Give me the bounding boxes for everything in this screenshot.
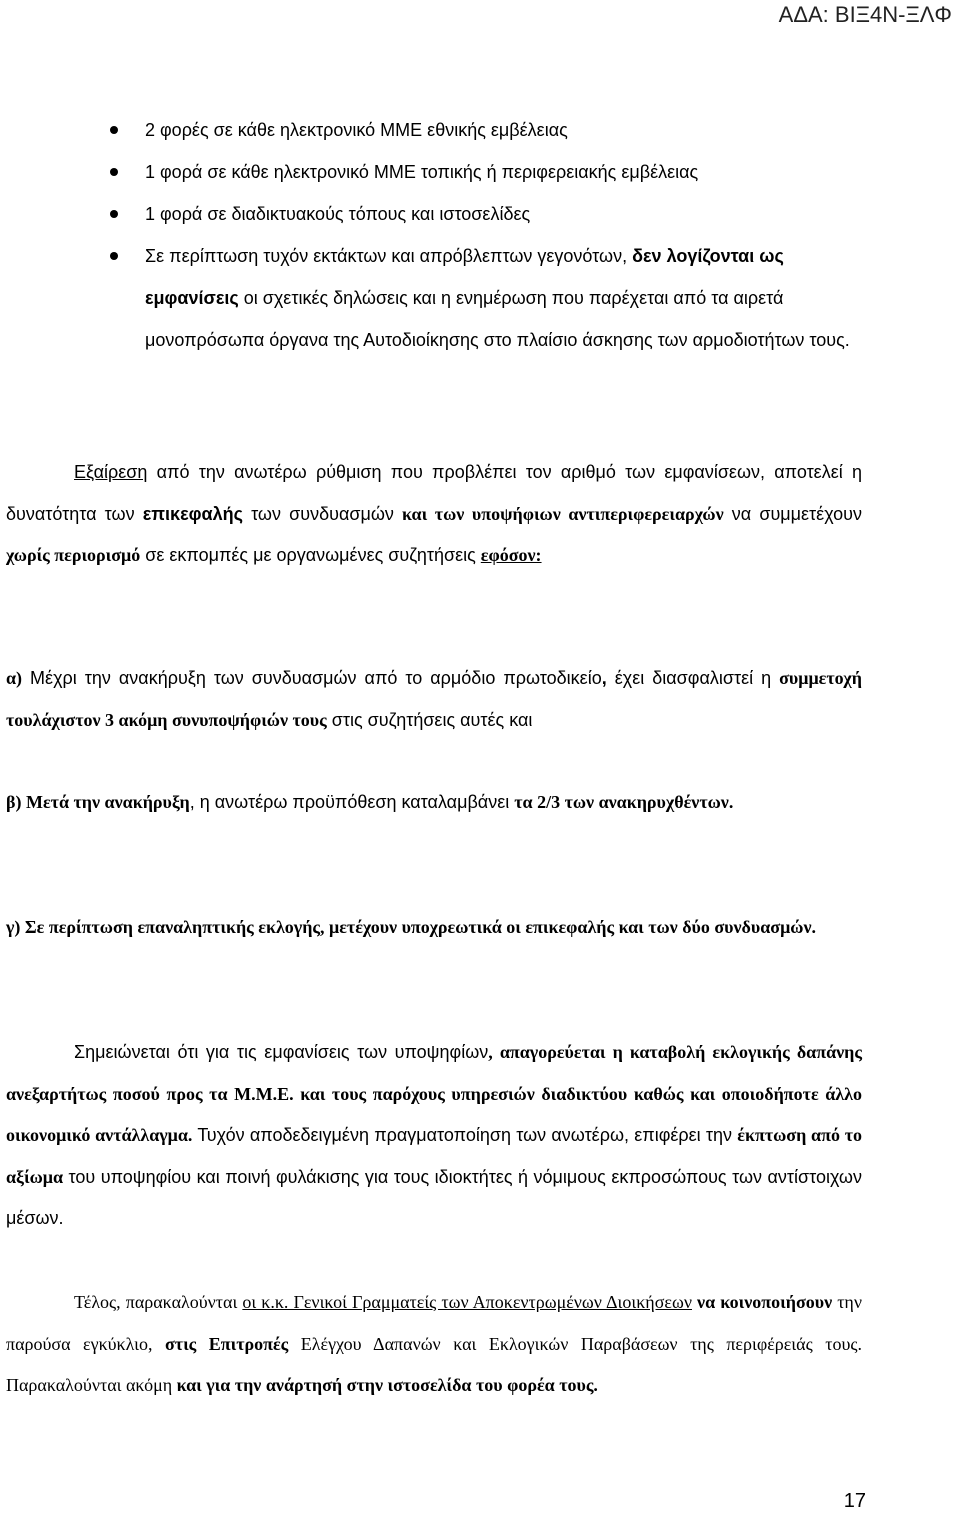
condition-text: , η ανωτέρω προϋπόθεση καταλαμβάνει xyxy=(189,792,515,812)
exception-paragraph xyxy=(6,452,862,577)
condition-bold: β) Μετά την ανακήρυξη xyxy=(6,792,190,812)
condition-c-paragraph: γ) Σε περίπτωση επαναληπτικής εκλογής, μετέχουν υποχρεωτικά οι επικεφαλής και των δύο συνδυασμών. xyxy=(6,917,816,937)
page-number: 17 xyxy=(843,1490,866,1512)
condition-text: Μέχρι την ανακήρυξη των συνδυασμών από το αρμόδιο πρωτοδικείο xyxy=(22,668,602,688)
condition-text: στις συζητήσεις αυτές και xyxy=(326,709,533,730)
bullet-bold-text: δεν λογίζονται ως εμφανίσεις xyxy=(145,246,784,308)
exception-text: από την ανωτέρω ρύθμιση που προβλέπει τον αριθμό των εμφανίσεων, αποτελεί η δυνατότητα των xyxy=(6,462,862,524)
closing-paragraph xyxy=(6,1282,862,1407)
bullet-list xyxy=(0,109,960,361)
closing-text: Τέλος, παρακαλούνται xyxy=(74,1292,243,1312)
list-item xyxy=(0,235,960,361)
note-paragraph xyxy=(6,1032,862,1240)
exception-text: των συνδυασμών xyxy=(242,503,403,524)
condition-label: α) xyxy=(6,668,23,688)
bullet-text: 2 φορές σε κάθε ηλεκτρονικό ΜΜΕ εθνικής εμβέλειας xyxy=(145,120,568,140)
exception-condition: εφόσον: xyxy=(480,545,542,565)
condition-text: , xyxy=(601,668,607,688)
closing-text: την παρούσα εγκύκλιο, xyxy=(6,1292,862,1354)
closing-text: Ελέγχου Δαπανών και Εκλογικών Παραβάσεων της περιφέρειάς τους. Παρακαλούνται ακόμη xyxy=(6,1333,862,1395)
list-item xyxy=(0,151,960,193)
exception-text: να συμμετέχουν xyxy=(723,503,863,524)
note-text: Σημειώνεται ότι για τις εμφανίσεις των υποψηφίων xyxy=(74,1042,489,1062)
condition-a-paragraph xyxy=(6,658,862,741)
note-text: του υποψηφίου και ποινή φυλάκισης για τους ιδιοκτήτες ή νόμιμους εκπροσώπους των αντίστοιχων μέσων. xyxy=(6,1166,862,1228)
condition-text: έχει διασφαλιστεί η xyxy=(606,668,780,688)
closing-underlined: οι κ.κ. Γενικοί Γραμματείς των Αποκεντρωμένων Διοικήσεων xyxy=(242,1292,692,1312)
bullet-text: οι σχετικές δηλώσεις και η ενημέρωση που παρέχεται από τα αιρετά μονοπρόσωπα όργανα της Αυτοδιοίκησης στο πλαίσιο άσκησης των αρμοδιοτήτων τους. xyxy=(145,288,850,350)
bullet-text: 1 φορά σε κάθε ηλεκτρονικό ΜΜΕ τοπικής ή περιφερειακής εμβέλειας xyxy=(145,162,699,182)
note-text: Τυχόν αποδεδειγμένη πραγματοποίηση των ανωτέρω, επιφέρει την xyxy=(192,1125,738,1145)
closing-bold: στις Επιτροπές xyxy=(164,1333,289,1354)
condition-b-paragraph xyxy=(6,782,862,824)
exception-bold: χωρίς περιορισμό xyxy=(6,545,141,565)
exception-lead: Εξαίρεση xyxy=(74,462,148,482)
note-bold: , απαγορεύεται η καταβολή εκλογικής δαπάνης ανεξαρτήτως ποσού προς τα Μ.Μ.Ε. και τους παρόχους υπηρεσιών διαδικτύου καθώς και οποιοδήποτε άλλο οικονομικό αντάλλαγμα. xyxy=(6,1042,862,1145)
list-item xyxy=(0,109,960,151)
condition-bold: τα 2/3 των ανακηρυχθέντων. xyxy=(514,792,734,812)
exception-bold: και των υποψήφιων αντιπεριφερειαρχών xyxy=(402,503,724,524)
condition-bold: συμμετοχή τουλάχιστον 3 ακόμη συνυποψήφιών τους xyxy=(6,668,862,730)
closing-bold: να κοινοποιήσουν xyxy=(697,1292,833,1312)
exception-text: σε εκπομπές με οργανωμένες συζητήσεις xyxy=(140,545,481,565)
bullet-text: 1 φορά σε διαδικτυακούς τόπους και ιστοσελίδες xyxy=(145,204,531,224)
closing-bold: και για την ανάρτησή στην ιστοσελίδα του φορέα τους. xyxy=(176,1375,598,1395)
list-item xyxy=(0,193,960,235)
document-id: ΑΔΑ: ΒΙΞ4Ν-ΞΛΦ xyxy=(778,2,952,27)
bullet-text: Σε περίπτωση τυχόν εκτάκτων και απρόβλεπτων γεγονότων, xyxy=(145,246,633,266)
exception-bold: επικεφαλής xyxy=(142,503,243,524)
note-bold: έκπτωση από το αξίωμα xyxy=(6,1125,862,1187)
